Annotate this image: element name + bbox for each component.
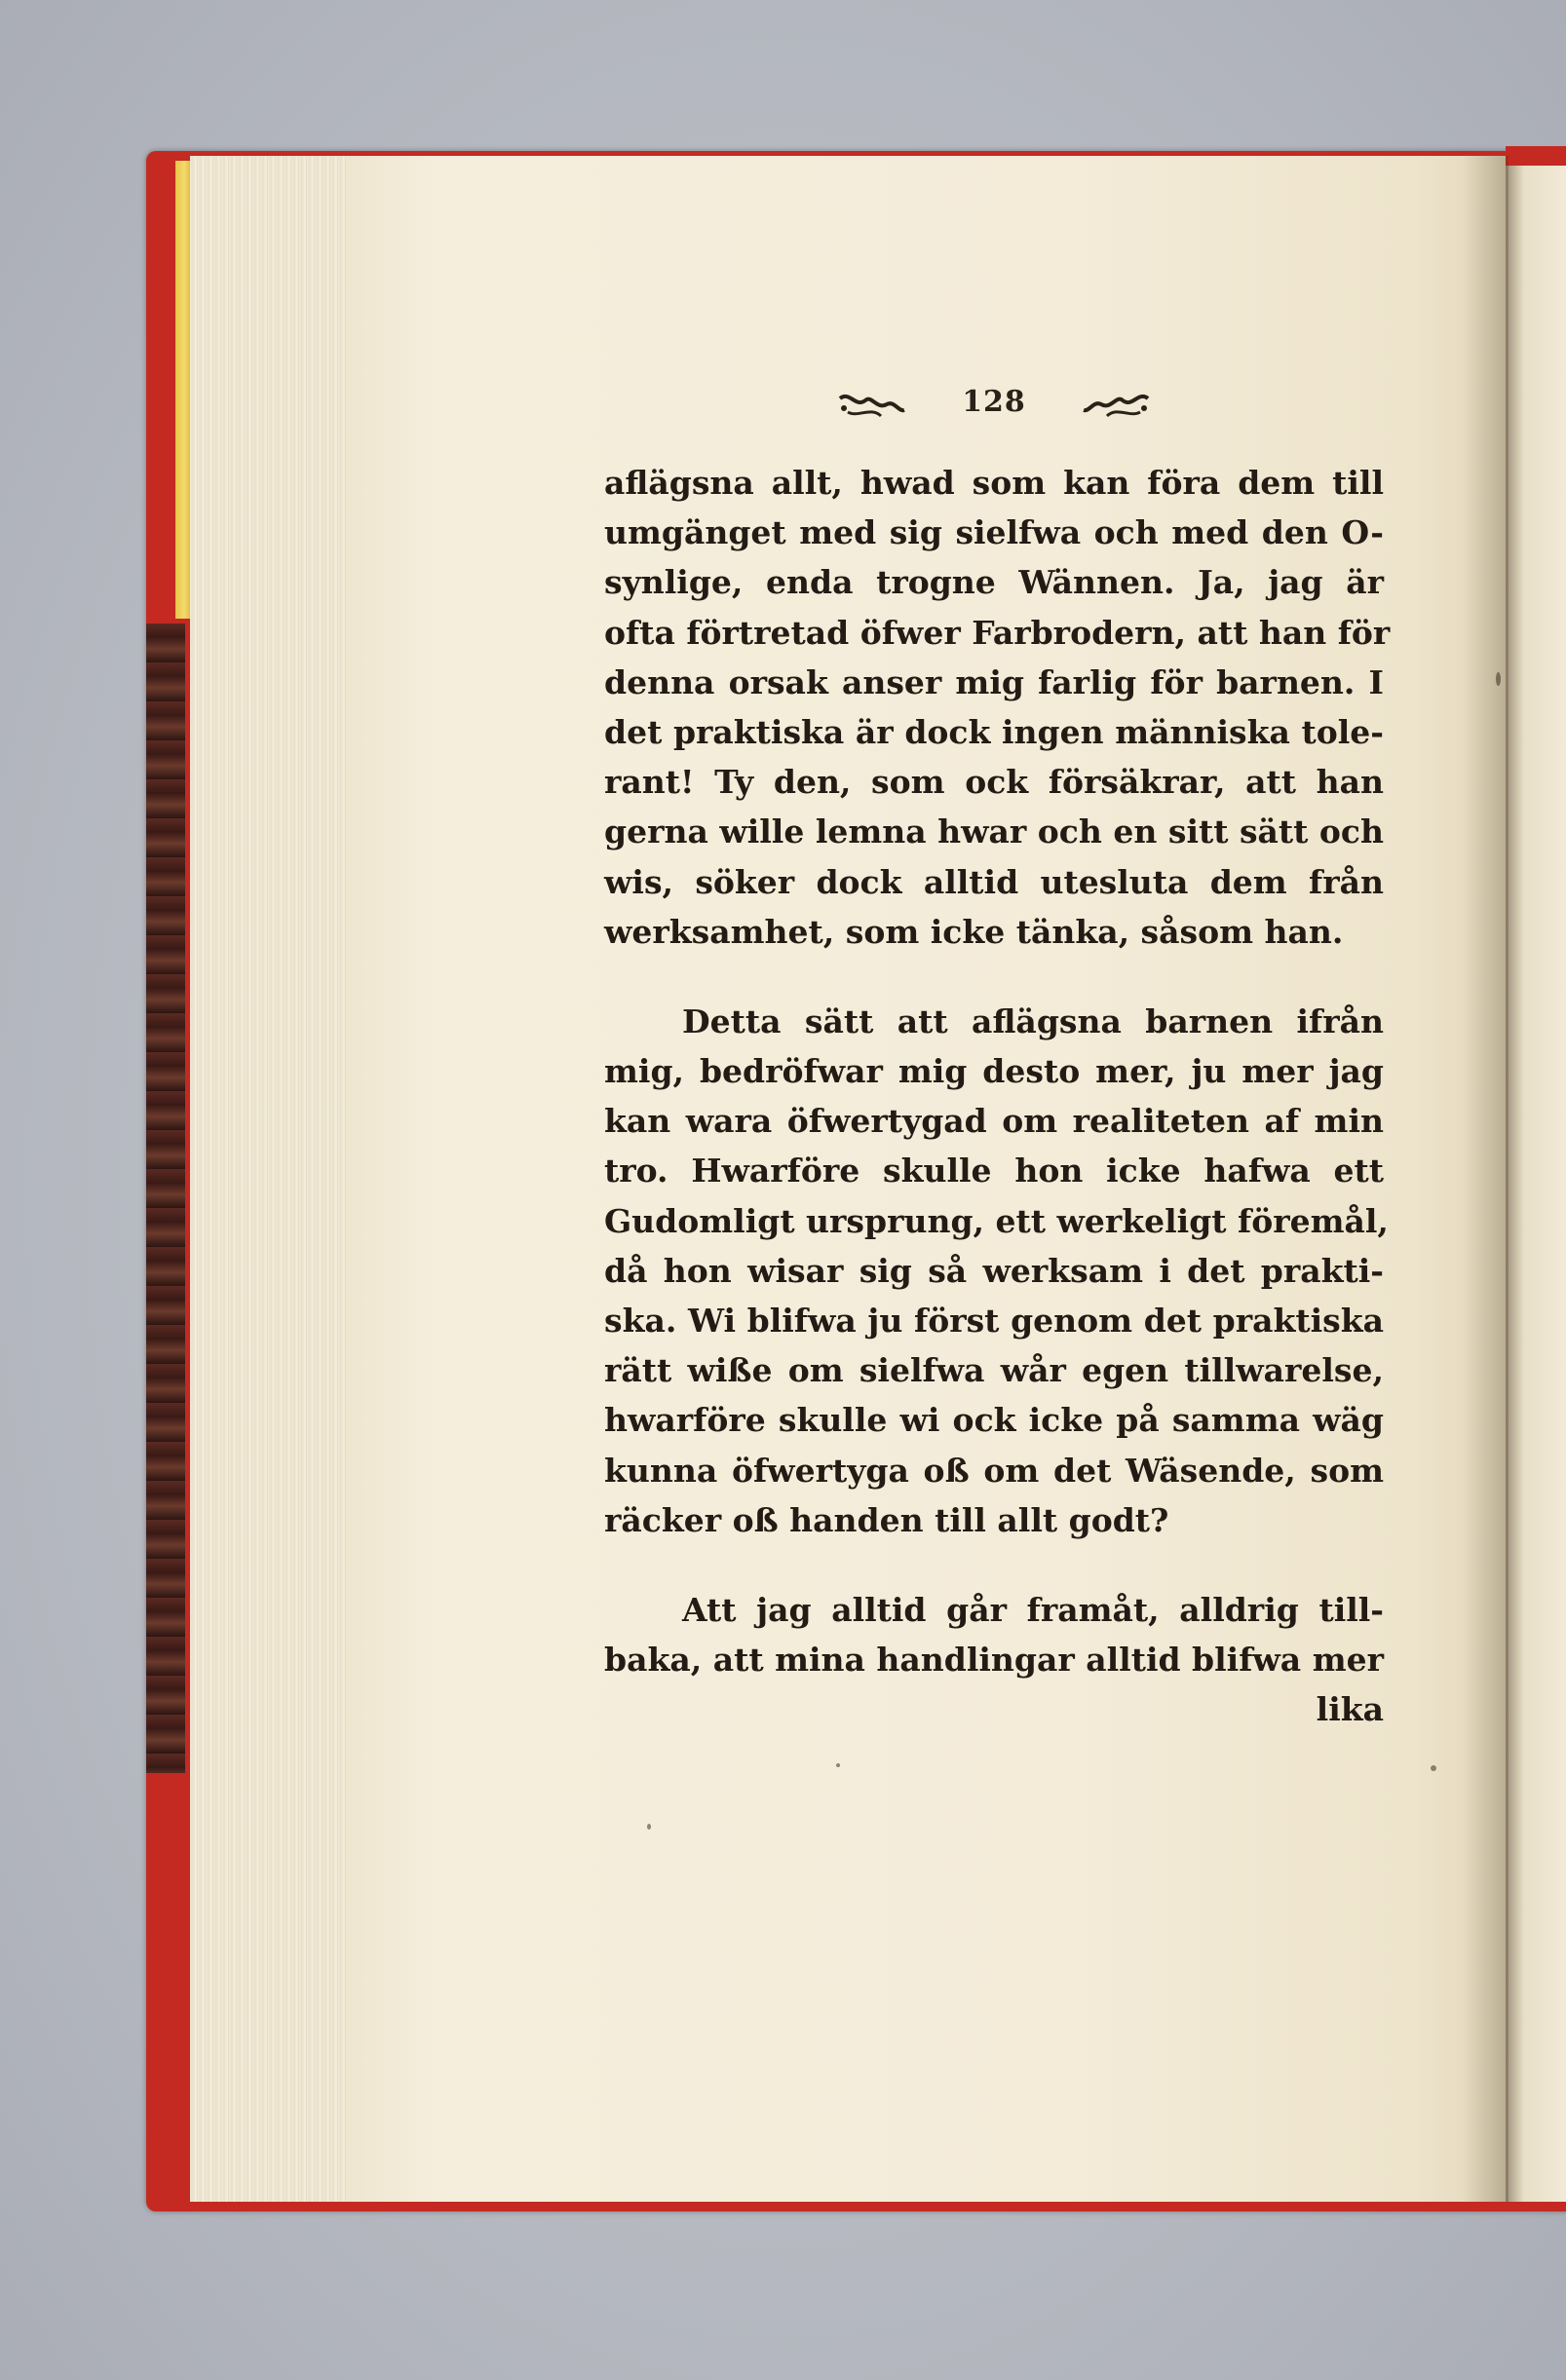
- text-line: wis, söker dock alltid utesluta dem från: [604, 862, 1384, 901]
- paragraph-1: [604, 458, 1391, 957]
- ink-speck: [647, 1824, 651, 1830]
- text-line: räcker oß handen till allt godt?: [604, 1500, 1169, 1539]
- ink-speck: [1431, 1765, 1436, 1771]
- text-line: mig, bedröfwar mig desto mer, ju mer jag: [604, 1052, 1384, 1091]
- paragraph-gap: [604, 1545, 1384, 1585]
- text-line: werksamhet, som icke tänka, såsom han.: [604, 912, 1344, 951]
- ornament-right-icon: [1082, 389, 1150, 424]
- text-line: ofta förtretad öfwer Farbrodern, att han för: [604, 613, 1391, 652]
- text-line: kunna öfwertyga oß om det Wäsende, som: [604, 1451, 1384, 1490]
- text-line: det praktiska är dock ingen människa tole-: [604, 712, 1384, 751]
- paragraph-3: [604, 1585, 1384, 1684]
- facing-page: [1506, 166, 1566, 2202]
- text-line: rätt wiße om sielfwa wår egen tillwarelse,: [604, 1351, 1384, 1390]
- ornament-left-icon: [838, 389, 906, 424]
- text-line: rant! Ty den, som ock försäkrar, att han: [604, 763, 1384, 802]
- body-text: [604, 458, 1391, 1735]
- gutter-shadow: [1462, 156, 1509, 2202]
- text-line: denna orsak anser mig farlig för barnen. I: [604, 662, 1384, 701]
- text-line: synlige, enda trogne Wännen. Ja, jag är: [604, 563, 1384, 602]
- page-stack: [190, 156, 357, 2202]
- text-line: baka, att mina handlingar alltid blifwa mer: [604, 1641, 1384, 1680]
- text-line: umgänget med sig sielfwa och med den O-: [604, 513, 1384, 552]
- ink-speck: [1496, 672, 1501, 686]
- ink-speck: [836, 1763, 840, 1767]
- text-line: tro. Hwarföre skulle hon icke hafwa ett: [604, 1152, 1384, 1190]
- text-line: hwarföre skulle wi ock icke på samma wäg: [604, 1401, 1384, 1440]
- text-line: ska. Wi blifwa ju först genom det praktiska: [604, 1302, 1384, 1340]
- text-line: Att jag alltid går framåt, alldrig till-: [682, 1590, 1384, 1629]
- text-line: Gudomligt ursprung, ett werkeligt föremål,: [604, 1201, 1389, 1240]
- paragraph-2: [604, 997, 1389, 1545]
- text-line: då hon wisar sig så werksam i det prakti-: [604, 1251, 1384, 1290]
- text-line: kan wara öfwertygad om realiteten af min: [604, 1102, 1384, 1141]
- page-number: 128: [962, 385, 1026, 419]
- text-line: aflägsna allt, hwad som kan föra dem till: [604, 464, 1384, 502]
- paragraph-gap: [604, 957, 1384, 997]
- text-line: Detta sätt att aflägsna barnen ifrån: [682, 1001, 1384, 1040]
- facing-cover-edge: [1506, 146, 1566, 166]
- text-line: gerna wille lemna hwar och en sitt sätt och: [604, 812, 1384, 851]
- spine-leather: [146, 623, 185, 1773]
- catchword: lika: [1316, 1690, 1384, 1729]
- running-head: [838, 385, 1150, 434]
